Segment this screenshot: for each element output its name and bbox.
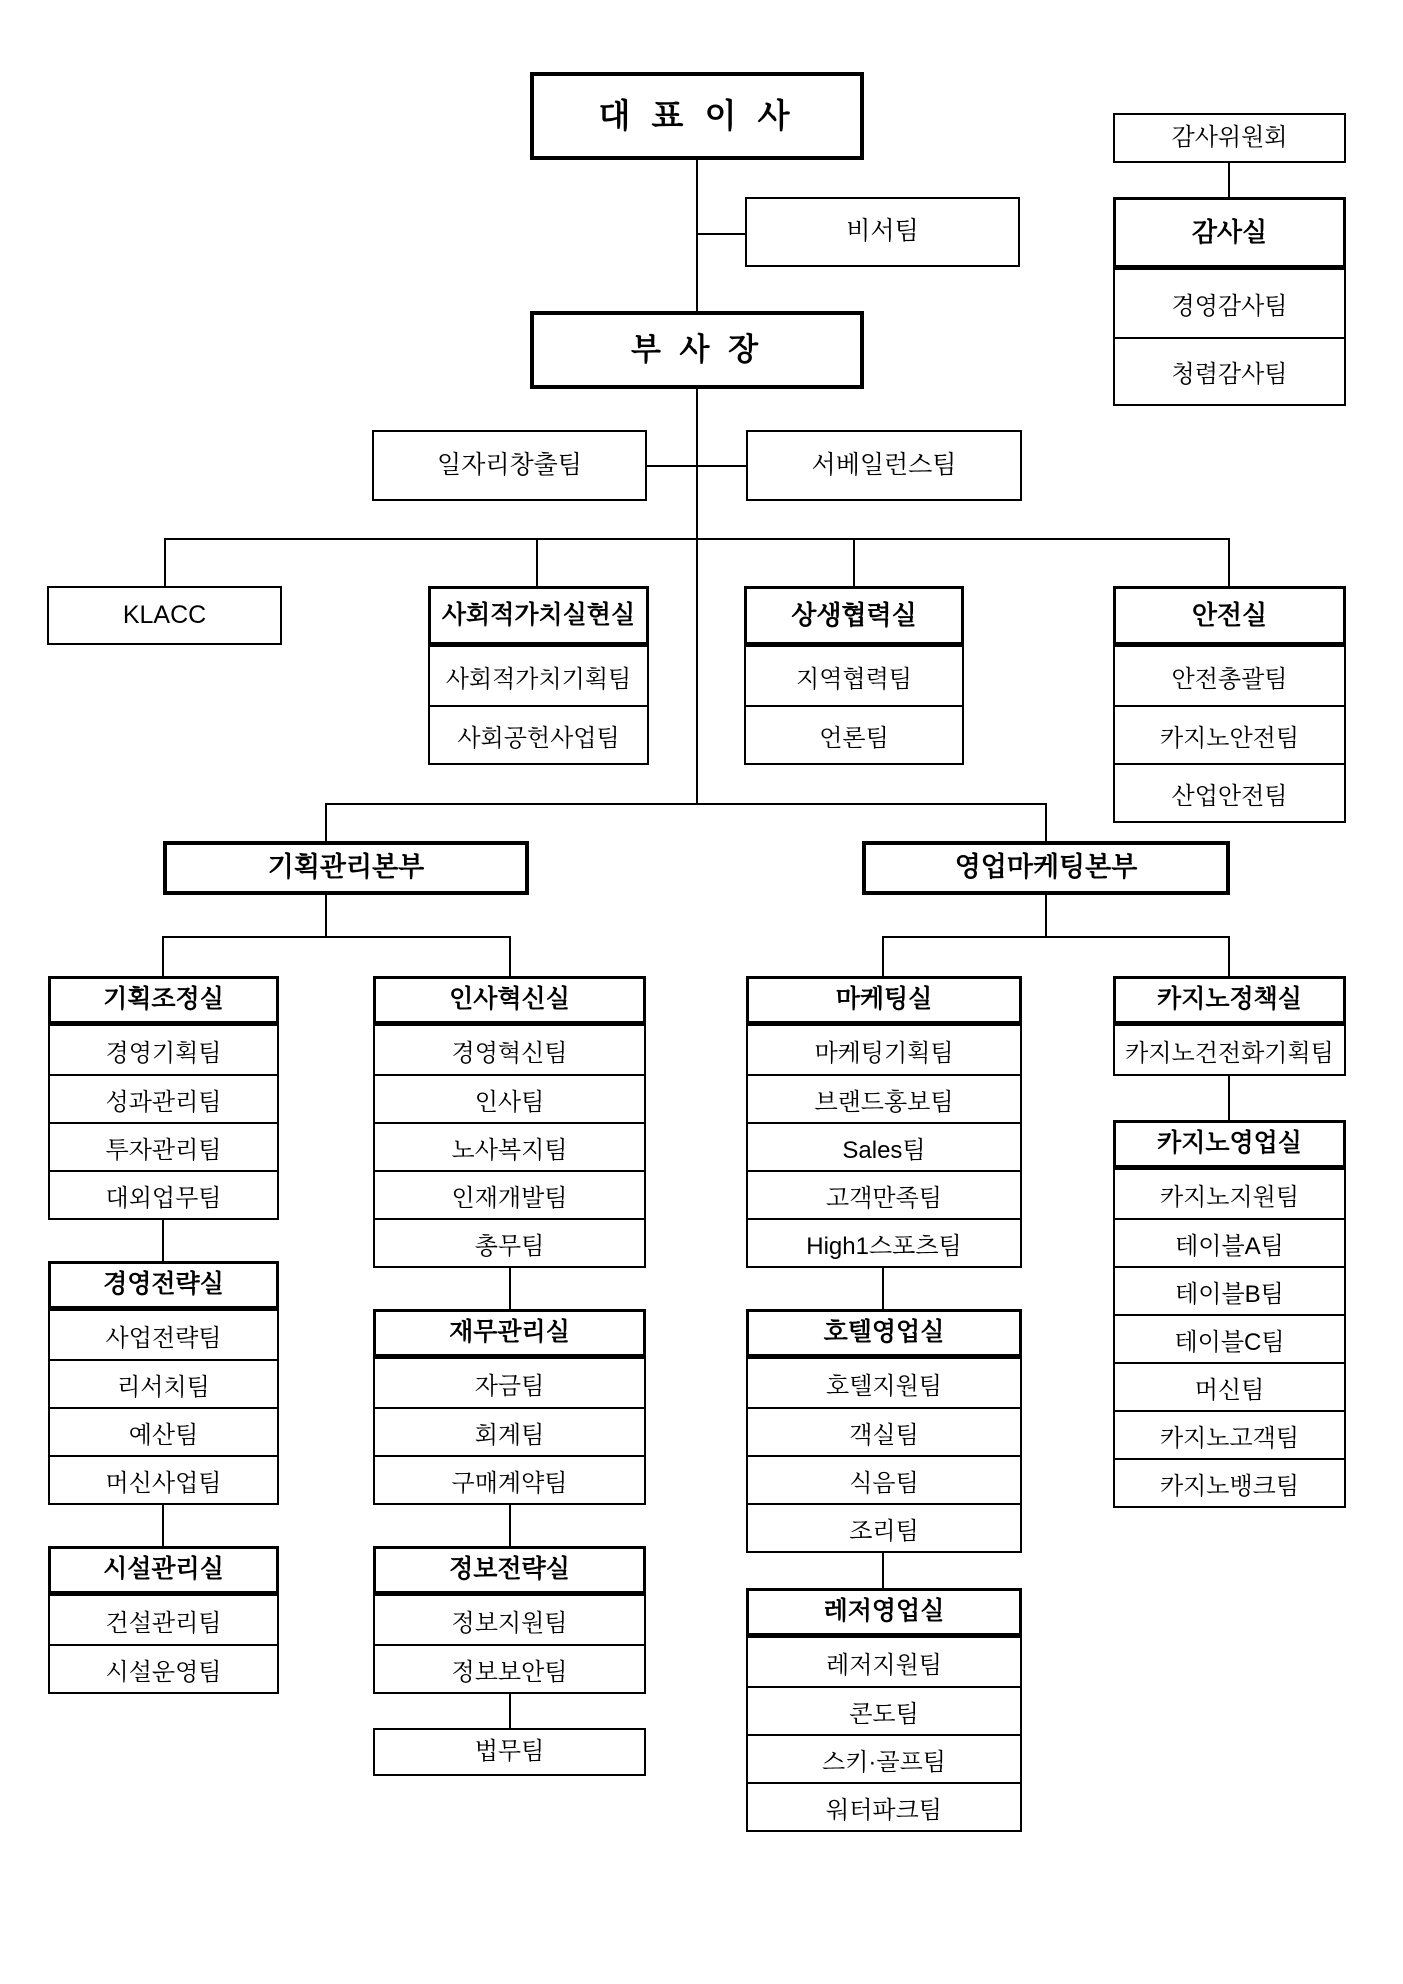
sales-office-2-team-2: 스키·골프팀 — [748, 1734, 1020, 1782]
sales-office-4-team-5: 카지노고객팀 — [1115, 1410, 1344, 1458]
planning-office-5-team-0: 정보지원팀 — [451, 1609, 568, 1637]
planning-office-3-team-1: 인사팀 — [375, 1074, 644, 1122]
connector-line — [509, 1501, 511, 1547]
safety-office-team-0: 안전총괄팀 — [1171, 665, 1288, 693]
connector-line — [509, 936, 511, 976]
planning-office-4-team-0: 자금팀 — [474, 1372, 545, 1400]
connector-line — [325, 803, 327, 841]
sales-office-4-header: 카지노영업실 — [1113, 1120, 1346, 1168]
connector-line — [1228, 1072, 1230, 1120]
planning-office-0-team-3: 대외업무팀 — [50, 1170, 277, 1218]
job-creation-team-box: 일자리창출팀 — [372, 430, 647, 501]
planning-office-1-team-1: 리서치팀 — [50, 1359, 277, 1407]
sales-office-0-header: 마케팅실 — [746, 976, 1022, 1024]
planning-office-4-team-1: 회계팀 — [375, 1407, 644, 1455]
safety-office-team-1: 카지노안전팀 — [1115, 705, 1344, 763]
sales-office-4-team-3: 테이블C팀 — [1115, 1314, 1344, 1362]
connector-line — [1228, 936, 1230, 976]
planning-office-1-team-0: 사업전략팀 — [105, 1324, 222, 1352]
sales-office-2-team-1: 콘도팀 — [748, 1686, 1020, 1734]
social-value-office-team-0: 사회적가치기획팀 — [445, 665, 632, 693]
planning-office-5-header: 정보전략실 — [373, 1546, 646, 1594]
planning-office-1-header: 경영전략실 — [48, 1261, 279, 1309]
connector-line — [647, 465, 746, 467]
planning-office-1-team-3: 머신사업팀 — [50, 1455, 277, 1503]
sales-office-3-teams — [1113, 1024, 1346, 1076]
connector-line — [164, 538, 1230, 540]
sales-office-4-team-1: 테이블A팀 — [1115, 1218, 1344, 1266]
connector-line — [325, 803, 1047, 805]
connector-line — [1228, 163, 1230, 197]
connector-line — [509, 1264, 511, 1310]
planning-office-3-teams — [373, 1024, 646, 1268]
sales-office-2-teams — [746, 1636, 1022, 1832]
connector-line — [882, 1549, 884, 1589]
connector-line — [882, 936, 884, 976]
planning-office-5-team-1: 정보보안팀 — [375, 1644, 644, 1692]
connector-line — [853, 538, 855, 586]
sales-office-3-team-0: 카지노건전화기획팀 — [1125, 1039, 1334, 1067]
sales-office-2-team-3: 워터파크팀 — [748, 1782, 1020, 1830]
audit-office-team-1: 청렴감사팀 — [1115, 337, 1344, 404]
planning-office-0-team-0: 경영기획팀 — [105, 1039, 222, 1067]
sales-office-4-team-4: 머신팀 — [1115, 1362, 1344, 1410]
klacc-box: KLACC — [47, 586, 282, 645]
sales-office-1-teams — [746, 1357, 1022, 1553]
connector-line — [162, 1501, 164, 1547]
planning-office-3-team-3: 인재개발팀 — [375, 1170, 644, 1218]
safety-office-teams — [1113, 645, 1346, 823]
sales-office-1-team-0: 호텔지원팀 — [826, 1372, 942, 1400]
sales-office-0-team-3: 고객만족팀 — [748, 1170, 1020, 1218]
sales-office-1-team-1: 객실팀 — [748, 1407, 1020, 1455]
audit-office-header: 감사실 — [1113, 197, 1346, 268]
sales-office-2-header: 레저영업실 — [746, 1588, 1022, 1636]
win-win-office-team-1: 언론팀 — [746, 705, 962, 763]
sales-office-1-header: 호텔영업실 — [746, 1309, 1022, 1357]
connector-line — [162, 936, 164, 976]
secretary-team-box: 비서팀 — [745, 197, 1020, 267]
connector-line — [697, 233, 745, 235]
safety-office-header: 안전실 — [1113, 586, 1346, 645]
connector-line — [882, 936, 1230, 938]
planning-office-3-team-0: 경영혁신팀 — [451, 1039, 568, 1067]
audit-office-teams — [1113, 268, 1346, 406]
sales-office-4-team-6: 카지노뱅크팀 — [1115, 1458, 1344, 1506]
sales-office-1-team-3: 조리팀 — [748, 1503, 1020, 1551]
sales-office-4-team-0: 카지노지원팀 — [1159, 1183, 1300, 1211]
planning-office-1-teams — [48, 1309, 279, 1505]
connector-line — [1045, 803, 1047, 841]
sales-office-3-header: 카지노정책실 — [1113, 976, 1346, 1024]
planning-office-5-teams — [373, 1594, 646, 1694]
connector-line — [882, 1264, 884, 1310]
connector-line — [325, 895, 327, 937]
planning-office-4-teams — [373, 1357, 646, 1505]
sales-office-4-team-2: 테이블B팀 — [1115, 1266, 1344, 1314]
sales-office-4-teams — [1113, 1168, 1346, 1508]
connector-line — [536, 538, 538, 586]
connector-line — [1045, 895, 1047, 937]
safety-office-team-2: 산업안전팀 — [1115, 763, 1344, 821]
social-value-office-team-1: 사회공헌사업팀 — [430, 705, 647, 763]
sales-marketing-hq-box: 영업마케팅본부 — [862, 841, 1230, 895]
vice-president-box: 부 사 장 — [530, 311, 864, 389]
planning-office-4-team-2: 구매계약팀 — [375, 1455, 644, 1503]
audit-committee-box: 감사위원회 — [1113, 113, 1346, 163]
connector-line — [164, 538, 166, 586]
planning-office-2-team-1: 시설운영팀 — [50, 1644, 277, 1692]
planning-office-2-header: 시설관리실 — [48, 1546, 279, 1594]
planning-office-3-team-4: 총무팀 — [375, 1218, 644, 1266]
social-value-office-header: 사회적가치실현실 — [428, 586, 649, 645]
ceo-box: 대 표 이 사 — [530, 72, 864, 160]
planning-office-4-header: 재무관리실 — [373, 1309, 646, 1357]
sales-office-2-team-0: 레저지원팀 — [826, 1651, 942, 1679]
planning-office-2-team-0: 건설관리팀 — [105, 1609, 222, 1637]
sales-office-1-team-2: 식음팀 — [748, 1455, 1020, 1503]
planning-office-1-team-2: 예산팀 — [50, 1407, 277, 1455]
sales-office-0-team-0: 마케팅기획팀 — [814, 1039, 954, 1067]
planning-office-3-team-2: 노사복지팀 — [375, 1122, 644, 1170]
connector-line — [1228, 538, 1230, 586]
surveillance-team-box: 서베일런스팀 — [746, 430, 1022, 501]
legal-team-box: 법무팀 — [373, 1728, 646, 1776]
win-win-office-team-0: 지역협력팀 — [796, 665, 912, 693]
planning-office-0-header: 기획조정실 — [48, 976, 279, 1024]
connector-line — [162, 1216, 164, 1262]
sales-office-0-team-2: Sales팀 — [748, 1122, 1020, 1170]
connector-line — [509, 1690, 511, 1728]
planning-office-0-teams — [48, 1024, 279, 1220]
win-win-office-header: 상생협력실 — [744, 586, 964, 645]
sales-office-0-team-1: 브랜드홍보팀 — [748, 1074, 1020, 1122]
connector-line — [162, 936, 511, 938]
connector-line — [696, 160, 698, 804]
planning-office-2-teams — [48, 1594, 279, 1694]
planning-office-3-header: 인사혁신실 — [373, 976, 646, 1024]
audit-office-team-0: 경영감사팀 — [1171, 293, 1288, 320]
planning-hq-box: 기획관리본부 — [163, 841, 529, 895]
win-win-office-teams — [744, 645, 964, 765]
sales-office-0-team-4: High1스포츠팀 — [748, 1218, 1020, 1266]
social-value-office-teams — [428, 645, 649, 765]
sales-office-0-teams — [746, 1024, 1022, 1268]
planning-office-0-team-2: 투자관리팀 — [50, 1122, 277, 1170]
planning-office-0-team-1: 성과관리팀 — [50, 1074, 277, 1122]
